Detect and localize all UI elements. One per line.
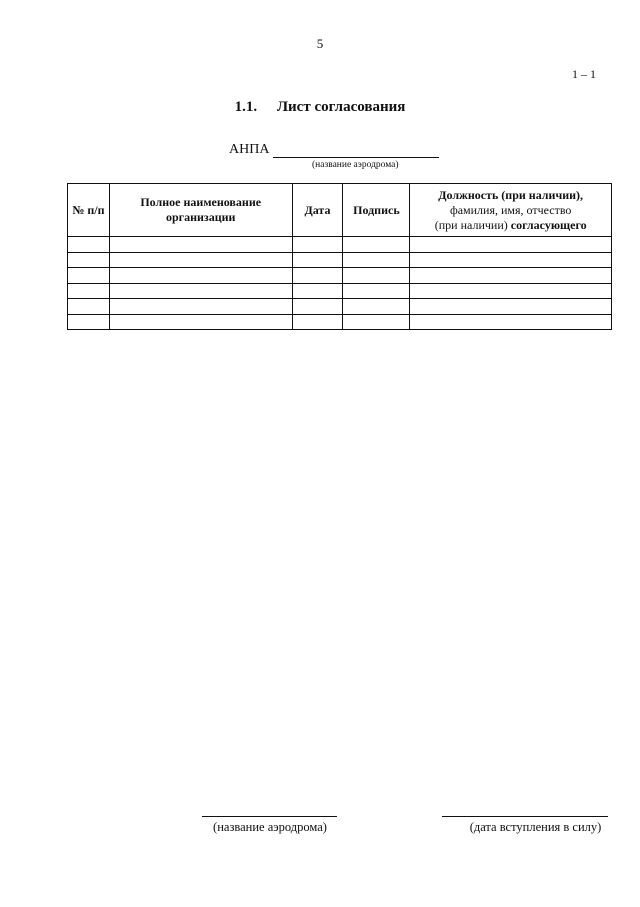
header-position [410,184,612,237]
section-title-text: Лист согласования [276,99,406,115]
footer-left-caption: (название аэродрома) [213,820,327,834]
anpa-caption: (название аэродрома) [312,160,399,170]
table-cell [343,283,410,299]
header-num: № п/п [68,184,110,237]
section-number: 1.1. [234,99,258,115]
footer-left-line [202,816,337,817]
table-cell [410,283,612,299]
table-cell [410,237,612,253]
table-cell [343,237,410,253]
table-row [68,252,612,268]
table-cell [68,252,110,268]
table-cell [292,268,343,284]
table-cell [343,314,410,330]
page-number: 5 [316,36,324,51]
table-cell [292,237,343,253]
anpa-label: АНПА [229,142,270,157]
table-row [68,314,612,330]
table-cell [343,252,410,268]
table-cell [410,268,612,284]
table-row [68,299,612,315]
footer-right-caption: (дата вступления в силу) [469,820,602,834]
table-cell [109,268,292,284]
table-cell [292,314,343,330]
table-cell [410,299,612,315]
header-date: Дата [292,184,343,237]
table-cell [410,314,612,330]
table-cell [343,268,410,284]
table-cell [109,299,292,315]
section-title [0,99,640,116]
table-cell [68,299,110,315]
table-cell [68,237,110,253]
header-position-line3b: согласующего [510,217,587,232]
footer-right-line [442,816,608,817]
table-row [68,268,612,284]
table-cell [109,283,292,299]
table-row [68,237,612,253]
table-cell [109,252,292,268]
table-cell [292,299,343,315]
header-position-line2: фамилия, имя, отчество [449,202,572,217]
table-row [68,283,612,299]
table-cell [109,237,292,253]
approval-table [67,183,612,330]
table-body [68,237,612,330]
header-position-line3a: (при наличии) [434,217,508,232]
table-cell [109,314,292,330]
table-header-row [68,184,612,237]
table-cell [68,268,110,284]
table-cell [68,314,110,330]
table-cell [68,283,110,299]
header-position-line1: Должность (при наличии), [438,187,584,202]
header-signature: Подпись [343,184,410,237]
header-organization: Полное наименование организации [109,184,292,237]
revision-label: 1 – 1 [572,67,596,81]
table-cell [343,299,410,315]
anpa-blank-line [273,143,439,158]
anpa-field [229,142,439,158]
table-cell [292,252,343,268]
table-cell [292,283,343,299]
table-cell [410,252,612,268]
